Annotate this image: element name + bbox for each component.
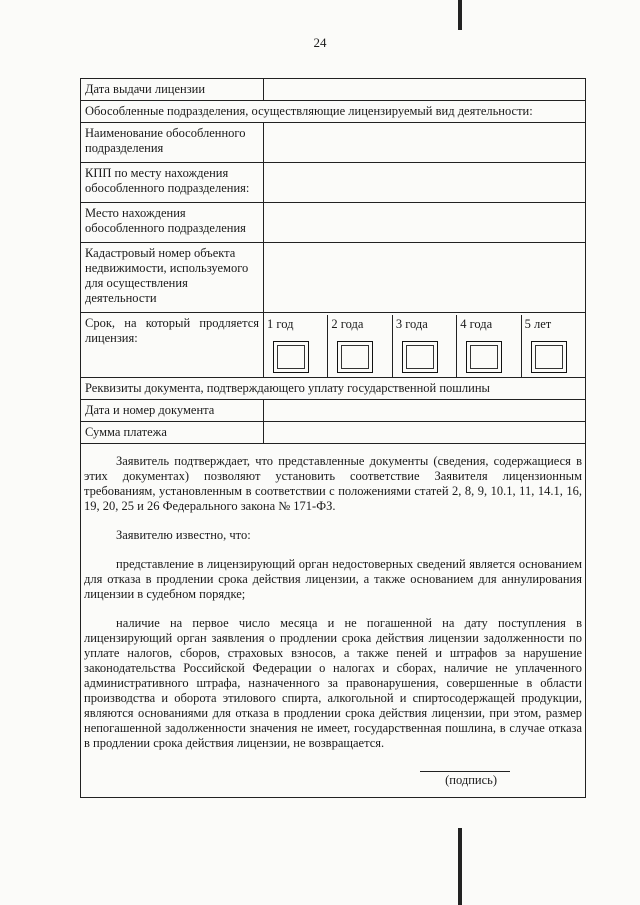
branch-name-field[interactable] [264, 123, 586, 163]
kpp-label: КПП по месту нахождения обособленного подразделения: [81, 163, 264, 203]
term-row [81, 313, 586, 378]
license-form-table [80, 78, 586, 798]
scan-artifact [458, 0, 462, 30]
declaration-text [81, 444, 586, 798]
term-option-5 [521, 315, 585, 377]
issue-date-field[interactable] [264, 79, 586, 101]
location-field[interactable] [264, 203, 586, 243]
location-label: Место нахождения обособленного подразделения [81, 203, 264, 243]
term-option-1 [264, 315, 327, 377]
term-checkbox-3[interactable] [402, 341, 438, 373]
cadastral-row [81, 243, 586, 313]
signature-area [84, 751, 582, 791]
term-option-label: 4 года [460, 317, 493, 331]
issue-date-label: Дата выдачи лицензии [81, 79, 264, 101]
declaration-paragraph-3: представление в лицензирующий орган недостоверных сведений является основанием для отказа в продлении срока действия лицензии, а также основанием для аннулирования лицензии в судебном порядке; [84, 557, 582, 601]
term-option-label: 5 лет [524, 317, 552, 331]
doc-date-number-field[interactable] [264, 400, 586, 422]
term-option-4 [456, 315, 520, 377]
term-checkbox-1[interactable] [273, 341, 309, 373]
branch-name-label: Наименование обособленного подразделения [81, 123, 264, 163]
doc-date-number-label: Дата и номер документа [81, 400, 264, 422]
scan-artifact [458, 828, 462, 905]
payment-amount-label: Сумма платежа [81, 422, 264, 444]
payment-amount-row [81, 422, 586, 444]
term-option-label: 2 года [331, 317, 364, 331]
payment-amount-field[interactable] [264, 422, 586, 444]
location-row [81, 203, 586, 243]
term-checkbox-5[interactable] [531, 341, 567, 373]
branch-name-row [81, 123, 586, 163]
cadastral-field[interactable] [264, 243, 586, 313]
branches-heading: Обособленные подразделения, осуществляющие лицензируемый вид деятельности: [81, 101, 586, 123]
term-option-3 [392, 315, 456, 377]
kpp-row [81, 163, 586, 203]
declaration-paragraph-1: Заявитель подтверждает, что представленные документы (сведения, содержащиеся в этих документах) позволяют установить соответствие Заявителя лицензионным требованиям, установленным в соответствии с положениями статей 2, 8, 9, 10.1, 11, 14.1, 16, 19, 20, 25 и 26 Федерального закона № 171-ФЗ. [84, 454, 582, 513]
signature-label: (подпись) [445, 773, 497, 787]
term-label: Срок, на который продляется лицензия: [81, 313, 264, 378]
branches-heading-row [81, 101, 586, 123]
fee-heading-row [81, 378, 586, 400]
declaration-paragraph-2: Заявителю известно, что: [116, 528, 251, 542]
doc-date-number-row [81, 400, 586, 422]
term-options [264, 313, 586, 378]
page-number: 24 [313, 35, 327, 50]
fee-heading: Реквизиты документа, подтверждающего уплату государственной пошлины [81, 378, 586, 400]
term-option-label: 1 год [267, 317, 294, 331]
term-checkbox-2[interactable] [337, 341, 373, 373]
issue-date-row [81, 79, 586, 101]
term-option-2 [327, 315, 391, 377]
term-option-label: 3 года [395, 317, 428, 331]
declaration-row [81, 444, 586, 798]
cadastral-label: Кадастровый номер объекта недвижимости, используемого для осуществления деятельности [81, 243, 264, 313]
signature-line[interactable] [420, 771, 510, 772]
term-checkbox-4[interactable] [466, 341, 502, 373]
declaration-paragraph-4: наличие на первое число месяца и не погашенной на дату поступления в лицензирующий орган заявления о продлении срока действия лицензии задолженности по уплате налогов, сборов, страховых взносов, а также пеней и штрафов за нарушение законодательства Российской Федерации о налогах и сборах, наличие не уплаченного административного штрафа, назначенного за правонарушения, совершенные в области производства и оборота этилового спирта, алкогольной и спиртосодержащей продукции, являются основаниями для отказа в продлении срока действия лицензии, при этом, размер непогашенной задолженности значения не имеет, государственная пошлина, в случае отказа в продлении срока действия лицензии, не возвращается. [84, 616, 582, 750]
kpp-field[interactable] [264, 163, 586, 203]
